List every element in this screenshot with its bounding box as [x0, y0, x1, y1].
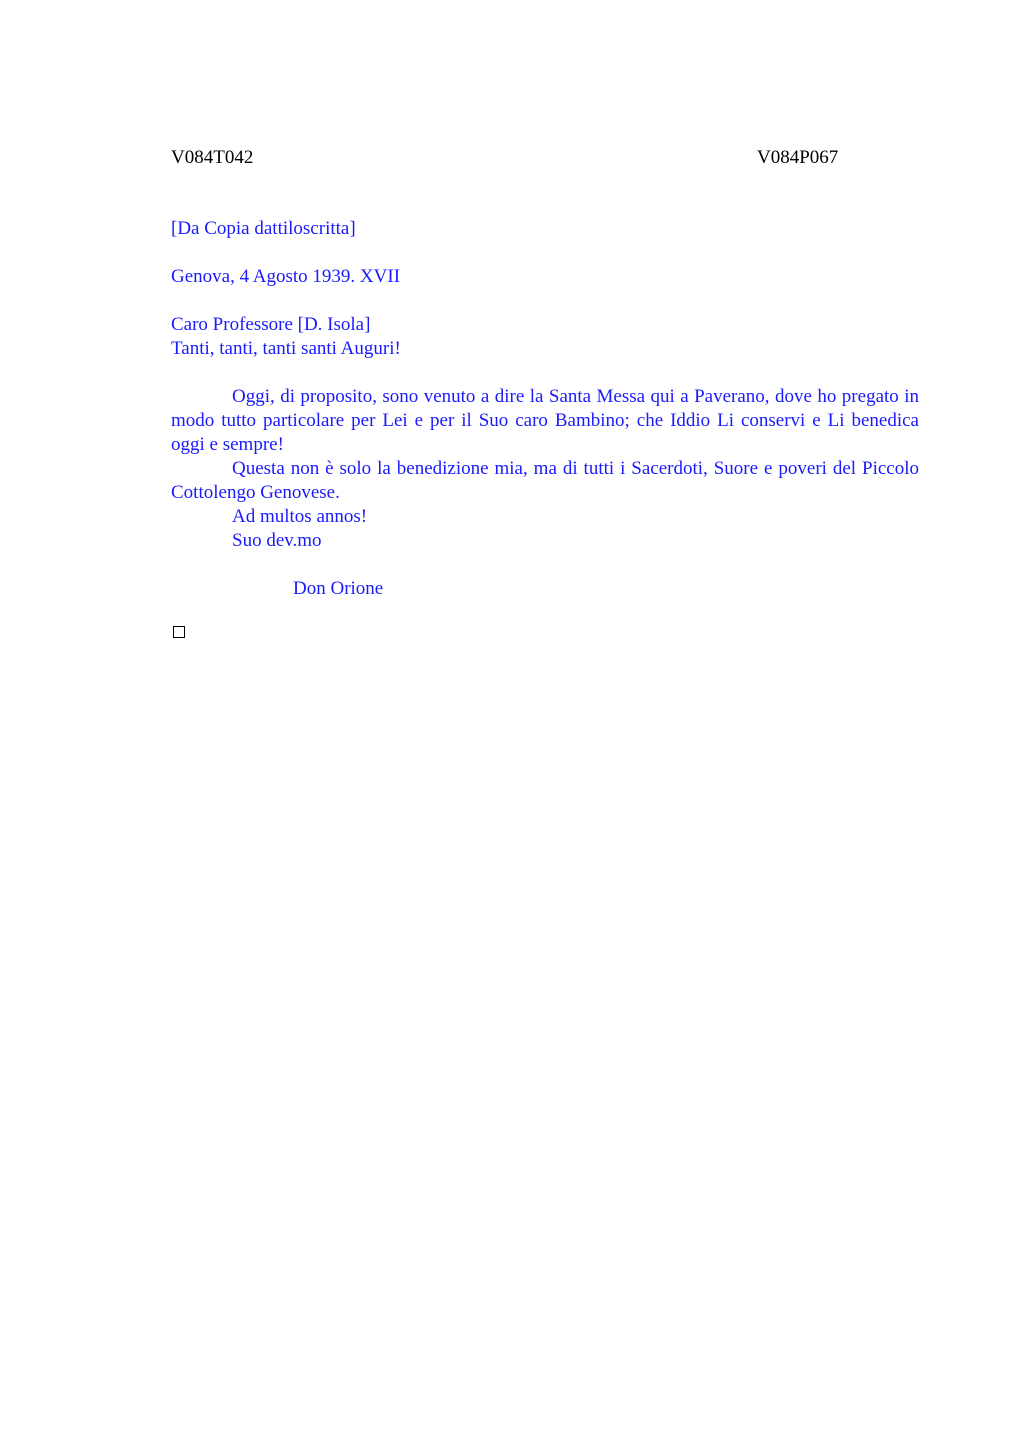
greeting: Tanti, tanti, tanti santi Auguri!	[171, 338, 401, 359]
source-note: [Da Copia dattiloscritta]	[171, 218, 356, 239]
closing-formula: Suo dev.mo	[232, 530, 322, 551]
dateline: Genova, 4 Agosto 1939. XVII	[171, 266, 401, 287]
salutation: Caro Professore [D. Isola]	[171, 314, 371, 335]
paragraph-1: Oggi, di proposito, sono venuto a dire la Santa Messa qui a Paverano, dove ho pregato in modo tutto particolare per Lei e per il Suo caro Bambino; che Iddio Li conservi e Li benedica oggi e sempre!	[171, 386, 919, 455]
closing-wish: Ad multos annos!	[232, 506, 368, 527]
letter-body	[171, 217, 919, 601]
spacer	[171, 289, 919, 313]
spacer	[171, 361, 919, 385]
left-reference-code: V084T042	[171, 147, 254, 168]
right-reference-code: V084P067	[757, 147, 839, 168]
empty-square-icon	[173, 626, 185, 638]
signature: Don Orione	[293, 578, 384, 599]
spacer	[171, 241, 919, 265]
spacer	[171, 553, 919, 577]
paragraph-2: Questa non è solo la benedizione mia, ma di tutti i Sacerdoti, Suore e poveri del Piccolo Cottolengo Genovese.	[171, 458, 919, 503]
